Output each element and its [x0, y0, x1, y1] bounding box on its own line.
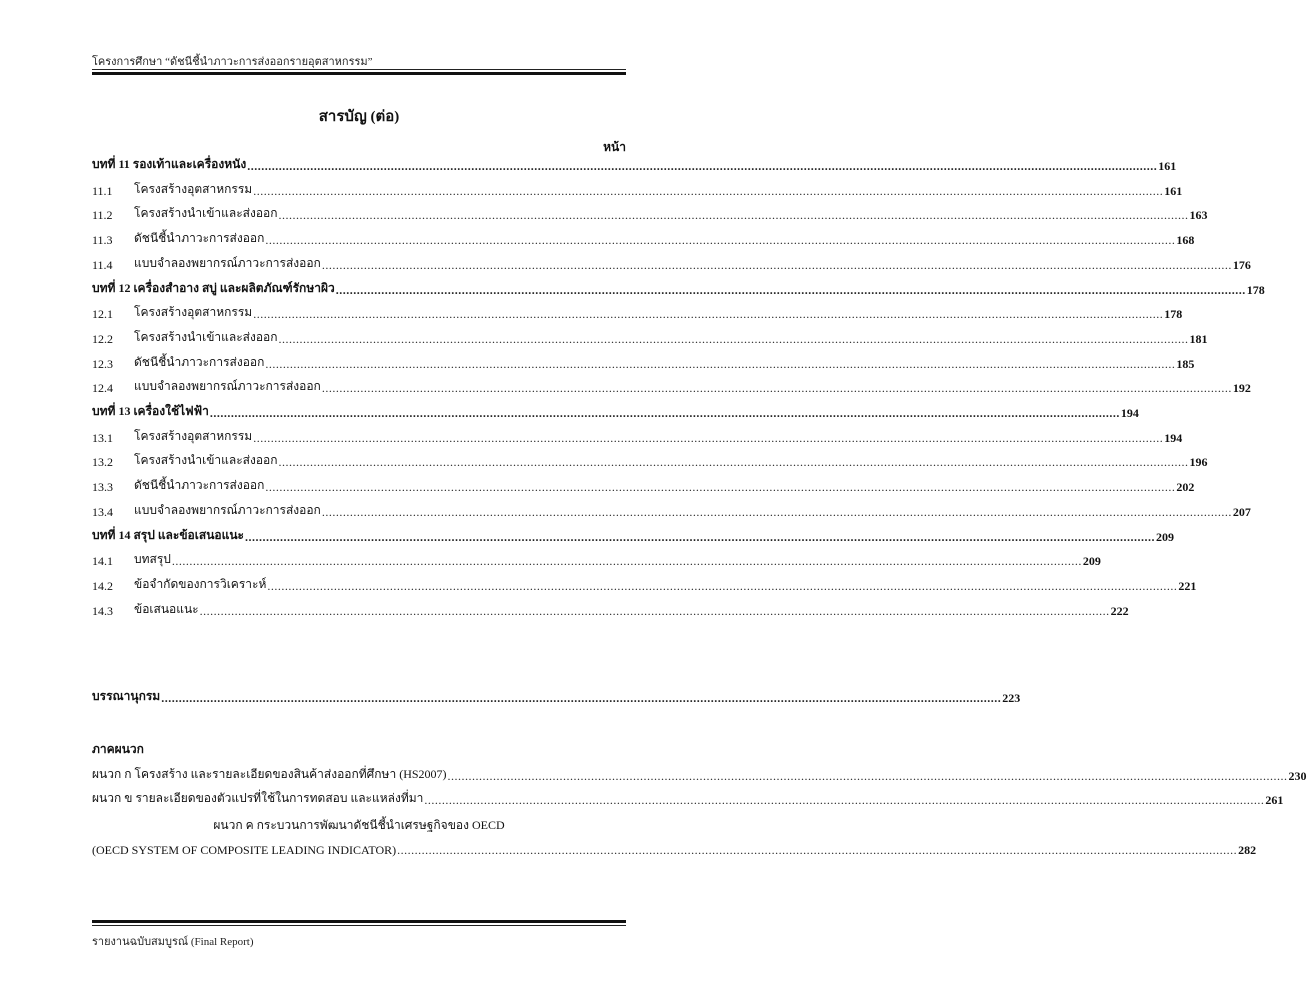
toc-entry-number: 12.1 [92, 307, 113, 322]
toc-chapter-entry[interactable] [92, 399, 1139, 421]
toc-entry-label: บรรณานุกรม [92, 689, 161, 703]
toc-section-entry[interactable] [92, 325, 1208, 347]
toc-entry-label: ข้อเสนอแนะ [134, 601, 199, 616]
toc-entry-number: 11.2 [92, 208, 113, 223]
toc-entry-number: 13.2 [92, 455, 113, 470]
toc-section-entry[interactable] [92, 498, 1251, 520]
toc-section-entry[interactable] [92, 448, 1208, 470]
dot-leader: .................................................................................................................................................................................................................................................................... [321, 381, 1232, 396]
toc-entry-number: 14.1 [92, 554, 113, 569]
dot-leader: .................................................................................................................................................................................................................................................................... [321, 257, 1232, 272]
toc-entry-page: 221 [1178, 578, 1197, 593]
toc-entry-label: ข้อจำกัดของการวิเคราะห์ [134, 576, 267, 591]
toc-entry-page: 168 [1176, 233, 1195, 248]
dot-leader: .................................................................................................................................................................................................................................................................... [265, 480, 1176, 495]
dot-leader: .................................................................................................................................................................................................................................................................... [265, 356, 1176, 371]
dot-leader: ................................................................................................................................................................................................................................................ [161, 691, 1002, 705]
toc-entry-page: 207 [1232, 504, 1251, 519]
dot-leader: .................................................................................................................................................................................................................................................................... [245, 529, 1155, 544]
header-text: โครงการศึกษา “ดัชนีชี้นำภาวะการส่งออกรายอุตสาหกรรม” [92, 56, 373, 68]
dot-leader: .................................................................................................................................................................................................................................................................... [278, 208, 1189, 223]
toc-entry-label: ดัชนีชี้นำภาวะการส่งออก [134, 231, 265, 246]
toc-entry-page: 161 [1158, 159, 1177, 173]
toc-entry-label: แบบจำลองพยากรณ์ภาวะการส่งออก [134, 255, 321, 270]
toc-entry-label: ดัชนีชี้นำภาวะการส่งออก [134, 478, 265, 493]
toc-section-entry[interactable] [92, 547, 1101, 569]
toc-entry-number: 12.2 [92, 331, 113, 346]
toc-entry-page: 178 [1246, 282, 1265, 297]
dot-leader: .................................................................................................................................................................................................................................................................... [278, 455, 1189, 470]
toc-entry-page: 223 [1002, 691, 1021, 705]
toc-entry-label: ดัชนีชี้นำภาวะการส่งออก [134, 354, 265, 369]
toc-chapter-entry[interactable] [92, 276, 1265, 298]
toc-entry-label: โครงสร้างอุตสาหกรรม [134, 305, 253, 320]
toc-entry-number: 11.1 [92, 183, 113, 198]
toc-entry-page: 178 [1164, 307, 1183, 322]
toc-entry-number: 14.3 [92, 603, 113, 618]
page-column-label: หน้า [603, 140, 626, 154]
toc-entry-page: 194 [1120, 406, 1139, 420]
toc-section-entry[interactable] [92, 177, 1183, 199]
dot-leader: .................................................................................................................................................................................................................................................................... [278, 331, 1189, 346]
toc-entry-number: 11.3 [92, 233, 113, 248]
toc-entry-page: 185 [1176, 356, 1195, 371]
toc-section-entry[interactable] [92, 572, 1197, 594]
toc-entry-page: 222 [1110, 603, 1129, 618]
dot-leader: .................................................................................................................................................................................................................................................................... [253, 307, 1164, 322]
toc-section-entry[interactable] [92, 597, 1129, 619]
toc-section-entry[interactable] [92, 226, 1195, 248]
toc-entry-label: บทที่ 11 รองเท้าและเครื่องหนัง [92, 157, 247, 171]
appendix-b-entry[interactable] [92, 786, 1284, 808]
toc-entry-label: บทที่ 12 เครื่องสำอาง สบู่ และผลิตภัณฑ์รักษาผิว [92, 280, 335, 295]
toc-section-entry[interactable] [92, 424, 1183, 446]
page-title: สารบัญ (ต่อ) [318, 109, 400, 125]
toc-entry-number: 12.3 [92, 356, 113, 371]
toc-section-entry[interactable] [92, 350, 1195, 372]
toc-entry-label: โครงสร้างนำเข้าและส่งออก [134, 329, 278, 344]
toc-entry-page: 209 [1082, 554, 1101, 569]
dot-leader: ................................................................................................................................................................................................................................................ [447, 769, 1288, 783]
toc-entry-label: บทที่ 14 สรุป และข้อเสนอแนะ [92, 527, 244, 542]
toc-entry-label: แบบจำลองพยากรณ์ภาวะการส่งออก [134, 379, 321, 394]
toc-entry-label: บทที่ 13 เครื่องใช้ไฟฟ้า [92, 404, 209, 418]
dot-leader: .................................................................................................................................................................................................................................................................... [171, 554, 1082, 569]
toc-entry-label: บทสรุป [134, 552, 171, 567]
dot-leader: .................................................................................................................................................................................................................................................................... [321, 504, 1232, 519]
dot-leader: .................................................................................................................................................................................................................................................................... [209, 406, 1120, 420]
dot-leader: .................................................................................................................................................................................................................................................................... [253, 183, 1164, 198]
toc-entry-page: 261 [1265, 793, 1284, 807]
toc-entry-label: แบบจำลองพยากรณ์ภาวะการส่งออก [134, 502, 321, 517]
dot-leader: .................................................................................................................................................................................................................................................................... [265, 233, 1176, 248]
toc-entry-number: 11.4 [92, 257, 113, 272]
toc-entry-page: 181 [1189, 331, 1208, 346]
toc-entry-number: 12.4 [92, 381, 113, 396]
toc-chapter-entry[interactable] [92, 523, 1174, 545]
footer-rule-thick [92, 920, 626, 923]
toc-entry-page: 176 [1232, 257, 1251, 272]
dot-leader: .................................................................................................................................................................................................................................................................... [335, 282, 1246, 297]
dot-leader: ................................................................................................................................................................................................................................................ [424, 793, 1265, 807]
toc-entry-label: โครงสร้างอุตสาหกรรม [134, 181, 253, 196]
toc-chapter-entry[interactable] [92, 152, 1177, 174]
toc-entry-number: 13.4 [92, 504, 113, 519]
toc-section-entry[interactable] [92, 300, 1183, 322]
toc-entry-page: 202 [1176, 480, 1195, 495]
bibliography-entry[interactable] [92, 684, 1021, 706]
footer-rule-thin [92, 925, 626, 926]
appendix-c-entry[interactable] [92, 836, 1257, 858]
toc-entry-page: 163 [1189, 208, 1208, 223]
dot-leader: .................................................................................................................................................................................................................................................................... [247, 159, 1158, 173]
appendix-c-heading: ผนวก ค กระบวนการพัฒนาดัชนีชี้นำเศรษฐกิจของ OECD [213, 818, 505, 832]
header-rule-thin [92, 69, 626, 70]
toc-entry-page: 194 [1164, 430, 1183, 445]
toc-entry-page: 196 [1189, 455, 1208, 470]
toc-entry-label: (OECD SYSTEM OF COMPOSITE LEADING INDICATOR) [92, 843, 397, 857]
dot-leader: ................................................................................................................................................................................................................................................ [397, 843, 1238, 857]
dot-leader: .................................................................................................................................................................................................................................................................... [253, 430, 1164, 445]
toc-entry-page: 230 [1288, 769, 1307, 783]
toc-section-entry[interactable] [92, 473, 1195, 495]
dot-leader: .................................................................................................................................................................................................................................................................... [267, 578, 1178, 593]
toc-entry-label: โครงสร้างนำเข้าและส่งออก [134, 206, 278, 221]
dot-leader: .................................................................................................................................................................................................................................................................... [199, 603, 1110, 618]
toc-entry-label: ผนวก ข รายละเอียดของตัวแปรที่ใช้ในการทดสอบ และแหล่งที่มา [92, 791, 424, 805]
footer-text: รายงานฉบับสมบูรณ์ (Final Report) [92, 936, 254, 948]
toc-entry-number: 14.2 [92, 578, 113, 593]
toc-section-entry[interactable] [92, 251, 1251, 273]
toc-entry-label: ผนวก ก โครงสร้าง และรายละเอียดของสินค้าส่งออกที่ศึกษา (HS2007) [92, 767, 447, 781]
toc-entry-page: 192 [1232, 381, 1251, 396]
header-rule-thick [92, 72, 626, 75]
toc-section-entry[interactable] [92, 201, 1208, 223]
toc-entry-number: 13.1 [92, 430, 113, 445]
toc-entry-page: 161 [1164, 183, 1183, 198]
appendix-heading: ภาคผนวก [92, 742, 144, 756]
toc-entry-label: โครงสร้างนำเข้าและส่งออก [134, 453, 278, 468]
appendix-a-entry[interactable] [92, 762, 1307, 784]
toc-section-entry[interactable] [92, 374, 1251, 396]
toc-entry-number: 13.3 [92, 480, 113, 495]
toc-entry-label: โครงสร้างอุตสาหกรรม [134, 428, 253, 443]
toc-entry-page: 209 [1156, 529, 1174, 544]
toc-entry-page: 282 [1238, 843, 1257, 857]
